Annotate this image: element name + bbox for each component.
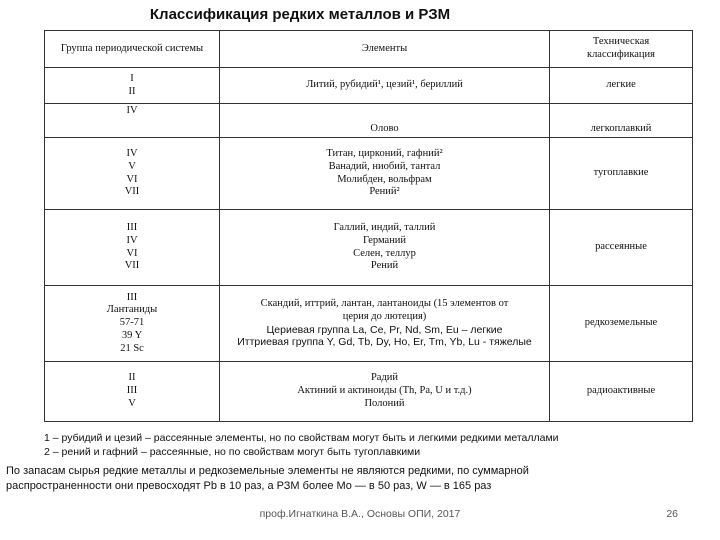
elements-cell: Галлий, индий, таллий Германий Селен, теллур Рений [220,210,550,286]
classification-cell: рассеянные [550,210,693,286]
classification-cell: легкие [550,68,693,104]
elements-cell: Литий, рубидий¹, цезий¹, бериллий [220,68,550,104]
rare-metals-table [44,30,693,422]
elements-cell: Радий Актиний и актиноиды (Th, Pa, U и т.д.) Полоний [220,362,550,422]
elements-cell: Скандий, иттрий, лантан, лантаноиды (15 элементов от церия до лютеция) Цериевая группа La, Ce, Pr, Nd, Sm, Eu – легкие Иттриевая группа Y, Gd, Tb, Dy, Ho, Er, Tm, Yb, Lu - тяжелые [220,286,550,362]
summary-line: По запасам сырья редкие металлы и редкоземельные элементы не являются редкими, по суммарной [6,465,529,477]
group-cell: III IV VI VII [45,210,220,286]
table-row [45,104,693,138]
group-cell: I II [45,68,220,104]
group-cell: II III V [45,362,220,422]
summary-line: распространенности они превосходят Pb в 10 раз, а РЗМ более Mo — в 50 раз, W — в 165 раз [6,480,492,493]
elements-cell: Олово [220,104,550,138]
footer-author: проф.Игнаткина В.А., Основы ОПИ, 2017 [259,508,461,520]
footnotes [44,431,704,459]
footnote: 2 – рений и гафний – рассеянные, но по свойствам могут быть тугоплавкими [44,446,421,459]
classification-cell: легкоплавкий [550,104,693,138]
classification-cell: редкоземельные [550,286,693,362]
table-header-row [45,31,693,68]
table-row [45,138,693,210]
page-number: 26 [666,508,678,520]
group-cell: IV V VI VII [45,138,220,210]
header-group: Группа периодической системы [45,31,220,68]
group-cell: IV [45,104,220,138]
table-row [45,286,693,362]
table-row [45,210,693,286]
header-classification: Техническая классификация [550,31,693,68]
summary-text [6,464,712,495]
header-elements: Элементы [220,31,550,68]
slide-title: Классификация редких металлов и РЗМ [149,6,451,23]
elements-cell: Титан, цирконий, гафний² Ванадий, ниобий, тантал Молибден, вольфрам Рений² [220,138,550,210]
classification-cell: радиоактивные [550,362,693,422]
footnote: 1 – рубидий и цезий – рассеянные элементы, но по свойствам могут быть и легкими редкими металлами [44,432,559,444]
classification-cell: тугоплавкие [550,138,693,210]
group-cell: III Лантаниды 57-71 39 Y 21 Sc [45,286,220,362]
table-row [45,362,693,422]
table-row [45,68,693,104]
